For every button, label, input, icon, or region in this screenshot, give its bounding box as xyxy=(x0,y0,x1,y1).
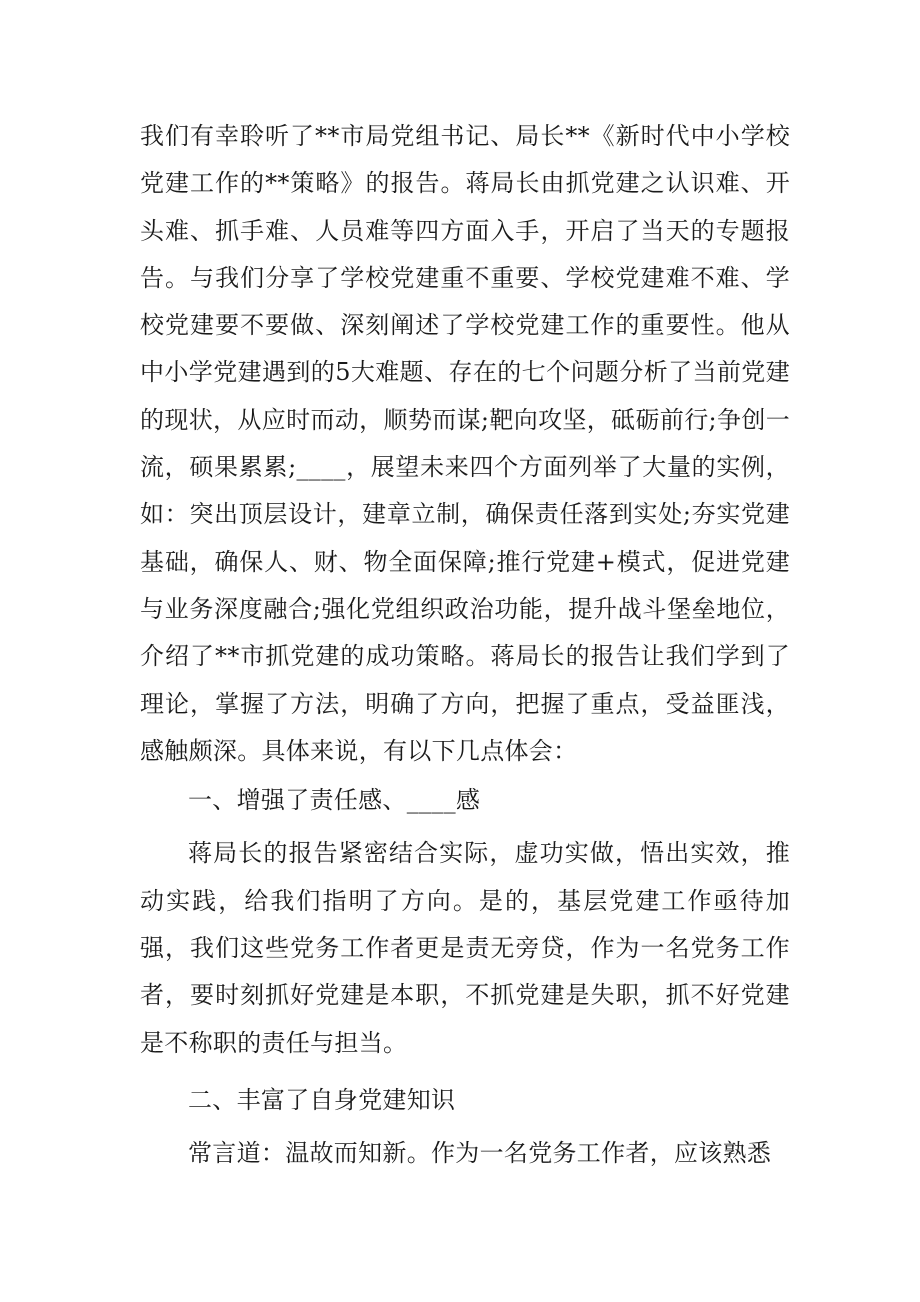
paragraph-section-1: 蒋局长的报告紧密结合实际，虚功实做，悟出实效，推动实践，给我们指明了方向。是的，基层党建工作亟待加强，我们这些党务工作者更是责无旁贷，作为一名党务工作者，要时刻抓好党建是本职，不抓党建是失职，抓不好党建是不称职的责任与担当。 xyxy=(140,839,790,1057)
section-heading-2: 二、丰富了自身党建知识 xyxy=(188,1085,456,1114)
paragraph-intro: 我们有幸聆听了**市局党组书记、局长**《新时代中小学校党建工作的**策略》的报告。蒋局长由抓党建之认识难、开头难、抓手难、人员难等四方面入手，开启了当天的专题报告。与我们分享了学校党建重不重要、学校党建难不难、学校党建要不要做、深刻阐述了学校党建工作的重要性。他从中小学党建遇到的5大难题、存在的七个问题分析了当前党建的现状，从应时而动，顺势而谋;靶向攻坚，砥砺前行;争创一流，硕果累累;____，展望未来四个方面列举了大量的实例，如：突出顶层设计，建章立制，确保责任落到实处;夯实党建基础，确保人、财、物全面保障;推行党建+模式，促进党建与业务深度融合;强化党组织政治功能，提升战斗堡垒地位，介绍了**市抓党建的成功策略。蒋局长的报告让我们学到了理论，掌握了方法，明确了方向，把握了重点，受益匪浅，感触颇深。具体来说，有以下几点体会： xyxy=(140,122,790,765)
section-heading-1: 一、增强了责任感、____感 xyxy=(188,786,481,815)
paragraph-section-2: 常言道：温故而知新。作为一名党务工作者，应该熟悉 xyxy=(188,1139,772,1168)
document-body xyxy=(140,113,790,1178)
spacer xyxy=(140,1067,790,1077)
